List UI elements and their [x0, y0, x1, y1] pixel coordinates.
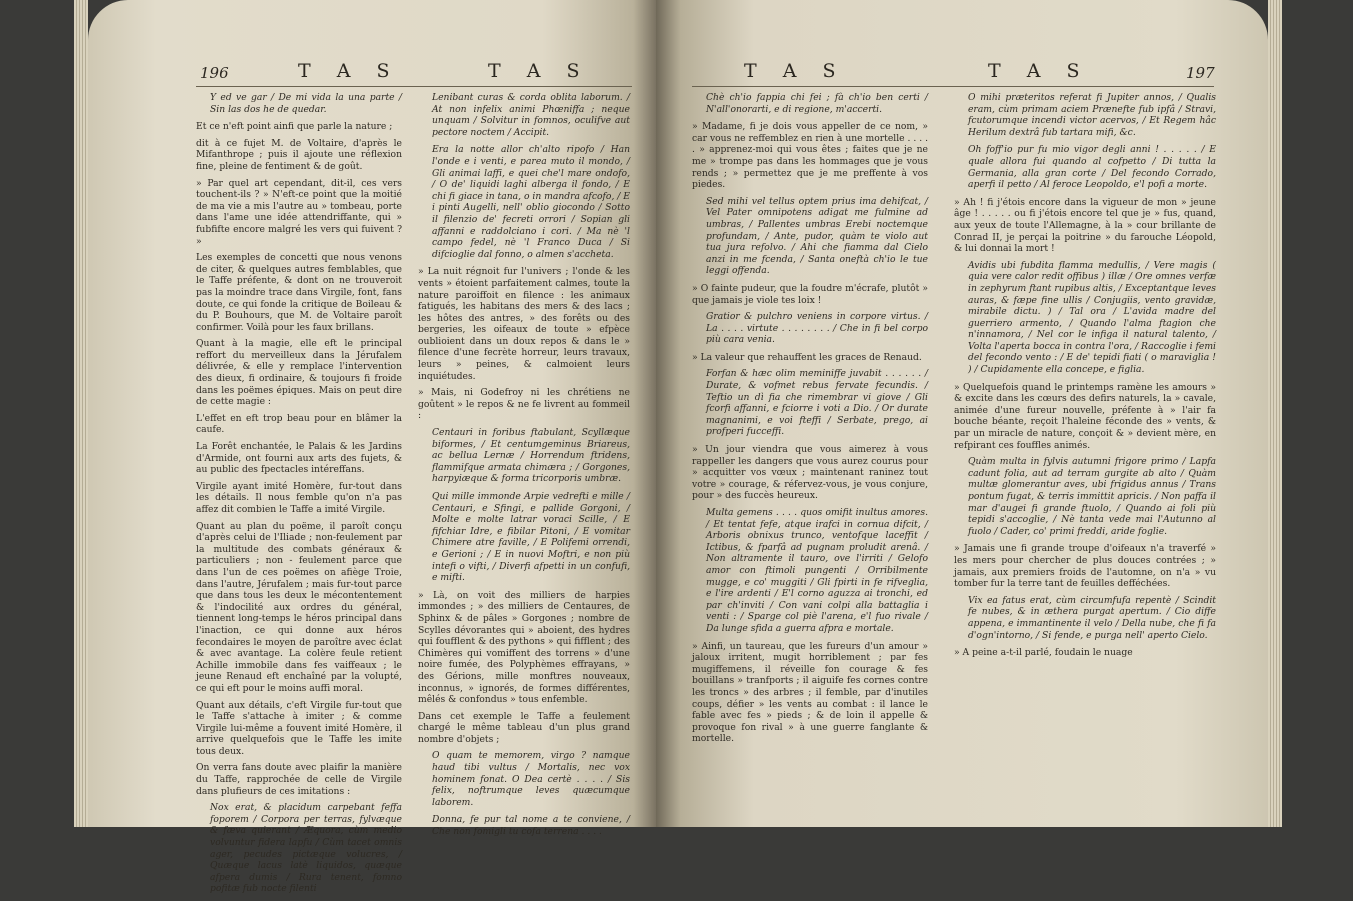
verse-quotation: Y ed ve gar / De mi vida la una parte / Sin las dos he de quedar. — [210, 92, 402, 115]
prose-paragraph: Quant au plan du poëme, il paroît conçu d'après celui de l'Iliade ; non-feulement par la multitude des combats généraux & particuliers ; non - feulement parce que dans l'un de ces poëmes on afiège Troie, dans l'autre, Jérufalem ; mais fur-tout parce que dans tous les deux le mécontentement & l'indocilité aux ordres du général, tiennent long-temps le héros principal dans l'inaction, ce qui donne aux héros fecondaires le moyen de paroître avec éclat & avec avantage. La colère feule retient Achille immobile dans fes vaiffeaux ; le jeune Renaud eft enchaîné par la volupté, ce qui eft pour le moins auffi moral. — [196, 520, 402, 694]
prose-paragraph: » Quelquefois quand le printemps ramène les amours » & excite dans les cœurs des defirs naturels, la » cavale, animée d'une fureur nouvelle, préfente à » l'air fa bouche béante, reçoit l'haleine féconde des » vents, & par un miracle de nature, conçoit & » devient mère, en refpirant ces fouffles animés. — [954, 381, 1216, 451]
right-page — [656, 0, 1268, 827]
verse-quotation: Gratior & pulchro veniens in corpore virtus. / La . . . . virtute . . . . . . . . / Che in fi bel corpo più cara venia. — [706, 311, 928, 346]
right-page-column-2 — [954, 92, 1216, 664]
prose-paragraph: dit à ce fujet M. de Voltaire, d'après le Mifanthrope ; puis il ajoute une réflexion fine, pleine de fentiment & de goût. — [196, 137, 402, 172]
prose-paragraph: La Forêt enchantée, le Palais & les Jardins d'Armide, ont fourni aux arts des fujets, & au public des fpectacles intéreffans. — [196, 441, 402, 476]
prose-paragraph: On verra fans doute avec plaifir la manière du Taffe, rapprochée de celle de Virgile dans plufieurs de ces imitations : — [196, 762, 402, 797]
verse-quotation: Avidis ubi fubdita flamma medullis, / Vere magis ( quia vere calor redit offibus ) illæ / Ore omnes verfæ in zephyrum ftant rupibus altis, / Exceptantque leves auras, & fæpe fine ullis / Conjugiis, vento gravidæ, mirabile dictu. ) / Tal ora / L'avida madre del guerriero armento, / Quando l'alma ftagion che n'innamora, / Nel cor le infiga il natural talento, / Volta l'aperta bocca in contra l'ora, / Raccoglie i femi del fecondo vento : / E de' tepidi fiati ( o maraviglia ! ) / Cupidamente ella concepe, e figlia. — [968, 259, 1216, 376]
verse-quotation: Oh foff'io pur fu mio vigor degli anni ! . . . . . / E quale allora fui quando al cofpetto / Di tutta la Germania, alla gran corte / Del fecondo Corrado, aperfi il petto / Al feroce Leopoldo, e'l pofi a morte. — [968, 144, 1216, 191]
header-rule-right — [692, 86, 1214, 87]
verse-quotation: Quàm multa in fylvis autumni frigore primo / Lapfa cadunt folia, aut ad terram gurgite ab alto / Quàm multæ glomerantur aves, ubi frigidus annus / Trans pontum fugat, & terris immittit apricis. / Non paffa il mar d'augei fi grande ftuolo, / Quando ai foli più tepidi s'accoglie, / Nè tanta vede mai l'Autunno al fuolo / Cader, co' primi freddi, aride foglie. — [968, 456, 1216, 537]
left-page — [88, 0, 656, 895]
page-edge-right — [1268, 0, 1282, 827]
prose-paragraph: L'effet en eft trop beau pour en blâmer la caufe. — [196, 412, 402, 436]
left-page-column-1 — [196, 92, 402, 901]
verse-quotation: Centauri in foribus ftabulant, Scyllæque biformes, / Et centumgeminus Briareus, ac bellua Lernæ / Horrendum ftridens, flammifque armata chimæra ; / Gorgones, harpyiæque & forma tricorporis umbræ. — [432, 427, 630, 485]
running-header-right-col2: T A S — [988, 60, 1090, 82]
prose-paragraph: » La nuit régnoit fur l'univers ; l'onde & les vents » étoient parfaitement calmes, toute la nature paroiffoit en filence : les animaux fatigués, les habitans des mers & des lacs ; les hôtes des antres, » des forêts ou des bergeries, les oifeaux de toute » efpèce oublioient dans un doux repos & dans le » filence d'une fecrète horreur, leurs travaux, leurs » peines, & calmoient leurs inquiétudes. — [418, 266, 630, 382]
prose-paragraph: Virgile ayant imité Homère, fur-tout dans les détails. Il nous femble qu'on n'a pas affez dit combien le Taffe a imité Virgile. — [196, 480, 402, 515]
running-header-left-col2: T A S — [488, 60, 590, 82]
verse-quotation: Era la notte allor ch'alto ripofo / Han l'onde e i venti, e parea muto il mondo, / Gli animai laffi, e quei che'l mare ondofo, / O de' liquidi laghi alberga il fondo, / E chi fi giace in tana, o in mandra afcofo, / E i pinti Augelli, nell' oblio giocondo / Sotto il filenzio de' fecreti orrori / Sopian gli affanni e raddolciano i cori. / Ma nè 'l campo fedel, nè 'l Franco Duca / Si difcioglie dal fonno, o almen s'accheta. — [432, 144, 631, 260]
prose-paragraph: » La valeur que rehauffent les graces de Renaud. — [692, 351, 922, 363]
running-header-right-col1: T A S — [744, 60, 846, 82]
prose-paragraph: » A peine a-t-il parlé, foudain le nuage — [954, 647, 1133, 659]
verse-quotation: Vix ea fatus erat, cùm circumfufa repentè / Scindit fe nubes, & in æthera purgat apertum. / Cio diffe appena, e immantinente il velo / Della nube, che fi fa d'ogn'intorno, / Si fende, e purga nell' aperto Cielo. — [968, 594, 1216, 641]
verse-quotation: Nox erat, & placidum carpebant feffa foporem / Corpora per terras, fylvæque & fæva quierant / Æquora, cùm medio volvuntur fidera lapfu / Cùm tacet omnis ager, pecudes pictæque volucres, / Quæque lacus latè liquidos, quæque afpera dumis / Rura tenent, fomno pofitæ fub nocte filenti — [210, 802, 402, 895]
verse-quotation: Lenibant curas & corda oblita laborum. / At non infelix animi Phœniffa ; neque unquam / Solvitur in fomnos, oculifve aut pectore noctem / Accipit. — [432, 92, 630, 138]
verse-quotation: Donna, fe pur tal nome a te conviene, / Che non fomigli tu cofa terrena . . . . — [432, 814, 630, 838]
prose-paragraph: Et ce n'eft point ainfi que parle la nature ; — [196, 121, 393, 133]
prose-paragraph: » Un jour viendra que vous aimerez à vous rappeller les dangers que vous aurez courus pour » acquitter vos vœux ; maintenant raninez tout votre » courage, & réfervez-vous, je vous conjure, pour » des fuccès heureux. — [692, 444, 928, 502]
prose-paragraph: Quant à la magie, elle eft le principal reffort du merveilleux dans la Jérufalem délivrée, & elle y remplace l'intervention des dieux, fi ordinaire, & toujours fi froide dans les poëmes épiques. Mais on peut dire de cette magie : — [196, 338, 402, 408]
header-rule-left — [196, 86, 632, 87]
verse-quotation: Forfan & hæc olim meminiffe juvabit . . . . . . / Durate, & vofmet rebus fervate fecundis. / Teftio un dì fia che rimembrar vi giove / Gli fcorfi affanni, e fciorre i voti a Dio. / Or durate magnanimi, e voi fteffi / Serbate, prego, ai profperi fucceffi. — [706, 368, 928, 438]
prose-paragraph: Quant aux détails, c'eft Virgile fur-tout que le Taffe s'attache à imiter ; & comme Virgile lui-même a fouvent imité Homère, il arrive quelquefois que le Taffe les imite tous deux. — [196, 699, 402, 757]
prose-paragraph: » Mais, ni Godefroy ni les chrétiens ne goûtent » le repos & ne fe livrent au fommeil : — [418, 387, 630, 422]
left-page-column-2 — [418, 92, 630, 844]
verse-quotation: O quam te memorem, virgo ? namque haud tibi vultus / Mortalis, nec vox hominem fonat. O Dea certè . . . . / Sis felix, noftrumque leves quæcumque laborem. — [432, 750, 630, 808]
prose-paragraph: » Jamais une fi grande troupe d'oifeaux n'a traverfé » les mers pour chercher de plus douces contrées ; » jamais, aux premiers froids de l'automne, on n'a » vu tomber fur la terre tant de feuilles defféchées. — [954, 543, 1216, 590]
open-book — [88, 0, 1268, 895]
page-number-left: 196 — [200, 64, 229, 82]
prose-paragraph: Dans cet exemple le Taffe a feulement chargé le même tableau d'un plus grand nombre d'objets ; — [418, 710, 630, 745]
prose-paragraph: » Ah ! fi j'étois encore dans la vigueur de mon » jeune âge ! . . . . . ou fi j'étois encore tel que je » fus, quand, aux yeux de toute l'Allemagne, à la » cour brillante de Conrad II, je perçai la poitrine » du farouche Léopold, & lui donnai la mort ! — [954, 196, 1216, 255]
prose-paragraph: » O fainte pudeur, que la foudre m'écrafe, plutôt » que jamais je viole tes loix ! — [692, 282, 928, 306]
right-page-column-1 — [692, 92, 928, 750]
prose-paragraph: » Madame, fi je dois vous appeller de ce nom, » car vous ne reffemblez en rien à une mortelle . . . . . » apprenez-moi qui vous êtes ; faites que je ne me » trompe pas dans les hommages que je vous rends ; » permettez que je me preffente à vos piedes. — [692, 121, 928, 191]
prose-paragraph: » Là, on voit des milliers de harpies immondes ; » des milliers de Centaures, de Sphinx & de pâles » Gorgones ; nombre de Scylles dévorantes qui » aboient, des hydres qui foufflent & des pythons » qui fifflent ; des Chimères qui vomiffent des torrens » d'une noire fumée, des Polyphèmes effrayans, » des Gérions, mille monftres nouveaux, inconnus, » ignorés, de formes différentes, mêlés & confondus » tous enfemble. — [418, 589, 630, 706]
verse-quotation: Sed mihi vel tellus optem prius ima dehifcat, / Vel Pater omnipotens adigat me fulmine ad umbras, / Pallentes umbras Erebi noctemque profundam, / Ante, pudor, quàm te violo aut tua jura refolvo. / Ahi che fiamma dal Cielo anzi in me fcenda, / Santa oneftà ch'io le tue leggi offenda. — [706, 195, 928, 277]
prose-paragraph: » Par quel art cependant, dit-il, ces vers touchent-ils ? » N'eft-ce point que la moitié de ma vie a mis l'autre au » tombeau, porte dans l'ame une idée attendriffante, qui » fubfifte encore malgré les vers qui fuivent ? » — [196, 177, 402, 247]
verse-quotation: Chè ch'io fappia chi fei ; fà ch'io ben certi / N'all'onorarti, e di regione, m'accerti. — [706, 92, 928, 115]
page-edge-left — [74, 0, 88, 827]
prose-paragraph: » Ainfi, un taureau, que les fureurs d'un amour » jaloux irritent, mugit horriblement ; par fes mugiffemens, il réveille fon courage & fes bouillans » tranfports ; il aiguife fes cornes contre les troncs » des arbres ; il femble, par d'inutiles coups, défier » les vents au combat : il lance le fable avec fes » pieds ; & de loin il appelle & provoque fon rival » à une guerre fanglante & mortelle. — [692, 640, 928, 745]
verse-quotation: Multa gemens . . . . quos omifit inultus amores. / Et tentat fefe, atque irafci in cornua difcit, / Arboris obnixus trunco, ventofque laceffit / Ictibus, & fparfâ ad pugnam proludit arenâ. / Non altramente il tauro, ove l'irriti / Gelofo amor con ftimoli pungenti / Orribilmente mugge, e co' muggiti / Gli fpirti in fe rifveglia, e l'ire ardenti / E'l corno aguzza ai tronchi, ed par ch'inviti / Con vani colpi alla battaglia i venti : / Sparge col piè l'arena, e'l fuo rivale / Da lunge sfida a guerra afpra e mortale. — [706, 507, 928, 634]
verse-quotation: Qui mille immonde Arpie vedrefti e mille / Centauri, e Sfingi, e pallide Gorgoni, / Molte e molte latrar voraci Scille, / E fifchiar Idre, e fibilar Pitoni, / E vomitar Chimere atre faville, / E Polifemi orrendi, e Gerioni ; / E in nuovi Moftri, e non più intefi o vifti, / Diverfi afpetti in un confufi, e mifti. — [432, 491, 630, 584]
page-number-right: 197 — [1186, 64, 1215, 82]
running-header-left-col1: T A S — [298, 60, 400, 82]
verse-quotation: O mihi præteritos referat fi Jupiter annos, / Qualis eram, cùm primam aciem Prænefte fub ipfâ / Stravi, fcutorumque incendi victor acervos, / Et Regem hâc Herilum dextrâ fub tartara mifi, &c. — [968, 92, 1216, 138]
prose-paragraph: Les exemples de concetti que nous venons de citer, & quelques autres femblables, que le Taffe préfente, & dont on ne trouveroit pas la moindre trace dans Virgile, font, fans doute, ce qui fonde la critique de Boileau & du P. Bouhours, que M. de Voltaire paroît confirmer. Voilà pour les faux brillans. — [196, 252, 402, 333]
